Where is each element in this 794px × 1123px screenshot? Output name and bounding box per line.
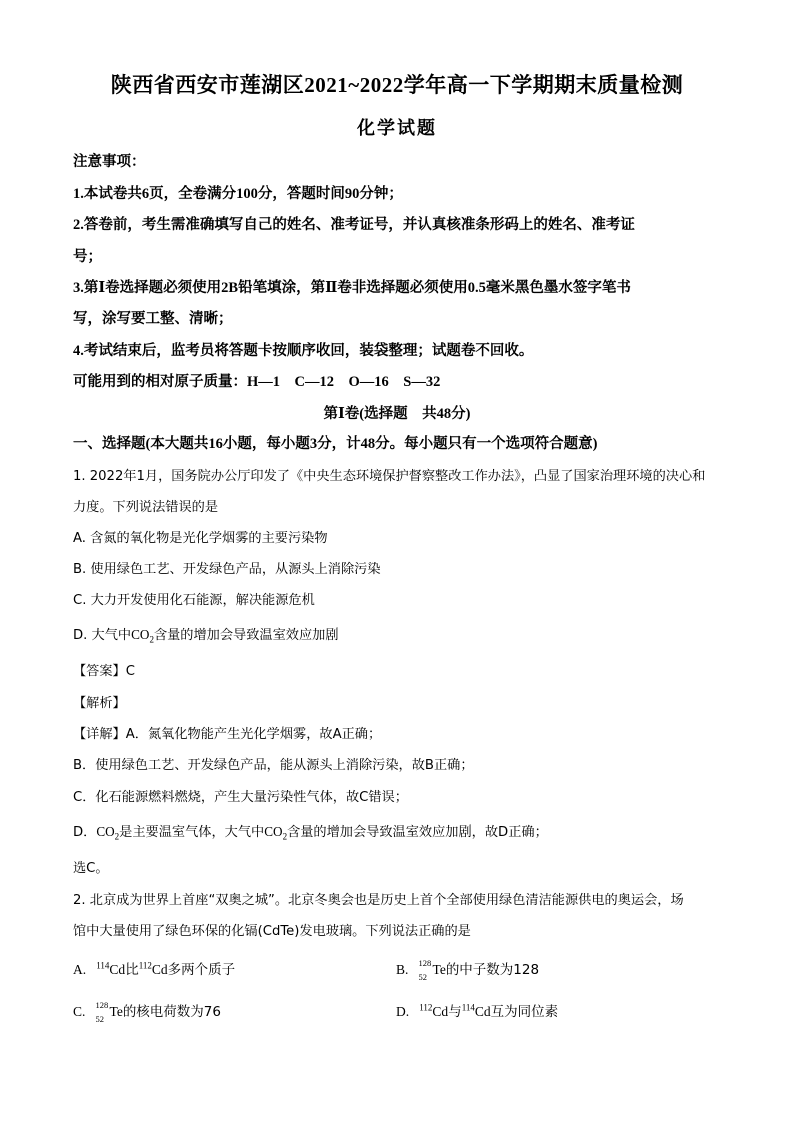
q1-stem-line1: 1. 2022年1月，国务院办公厅印发了《中央生态环境保护督察整改工作办法》，凸显了国家治理环境的决心和 — [73, 469, 706, 484]
note-item-2-line2: 号； — [73, 249, 102, 265]
notes-heading: 注意事项： — [73, 154, 146, 170]
co2-formula: $CO_2$ — [96, 824, 120, 842]
q2-stem-line1: 2. 北京成为世界上首座“双奥之城”。北京冬奥会也是历史上首个全部使用绿色清洁能源供电的奥运会，场 — [73, 893, 684, 908]
note-item-3-line1: 3.第Ⅰ卷选择题必须使用2B铅笔填涂，第Ⅱ卷非选择题必须使用0.5毫米黑色墨水签字笔书 — [73, 280, 631, 296]
exam-subtitle: 化学试题 — [357, 118, 437, 138]
q2-option-a: A. $^{114}$Cd比$^{112}$Cd多两个质子 — [73, 960, 236, 978]
co2-formula: $CO_2$ — [131, 627, 154, 645]
q1-option-a: A. 含氮的氧化物是光化学烟雾的主要污染物 — [73, 531, 328, 546]
detail-label: 【详解】 — [73, 727, 126, 742]
q2-stem-line2: 馆中大量使用了绿色环保的化镉(CdTe)发电玻璃。下列说法正确的是 — [73, 924, 471, 939]
q1-option-b: B. 使用绿色工艺、开发绿色产品，从源头上消除污染 — [73, 562, 381, 577]
q1-detail-c: C．化石能源燃料燃烧，产生大量污染性气体，故C错误； — [73, 790, 408, 805]
q1-stem-line2: 力度。下列说法错误的是 — [73, 500, 219, 515]
te-isotope: 128 52 — [418, 957, 432, 982]
q1-option-c: C. 大力开发使用化石能源，解决能源危机 — [73, 593, 315, 608]
q1-detail-b: B．使用绿色工艺、开发绿色产品，能从源头上消除污染，故B正确； — [73, 758, 474, 773]
te-isotope: 128 52 — [95, 999, 109, 1024]
note-item-1: 1.本试卷共6页，全卷满分100分，答题时间90分钟； — [73, 186, 403, 202]
q2-option-d: D. $^{112}$Cd与$^{114}$Cd互为同位素 — [396, 1002, 559, 1020]
note-item-2-line1: 2.答卷前，考生需准确填写自己的姓名、准考证号，并认真核准条形码上的姓名、准考证 — [73, 217, 635, 233]
q1-detail-a: 【详解】A．氮氧化物能产生光化学烟雾，故A正确； — [73, 727, 382, 742]
note-item-4: 4.考试结束后，监考员将答题卡按顺序收回，装袋整理；试题卷不回收。 — [73, 343, 534, 359]
q1-option-d — [73, 624, 339, 643]
answer-label: 【答案】 — [73, 664, 126, 679]
q1-analysis-label: 【解析】 — [73, 696, 126, 711]
q1-option-d-suffix: 含量的增加会导致温室效应加剧 — [153, 628, 339, 643]
section-heading: 一、选择题(本大题共16小题，每小题3分，计48分。每小题只有一个选项符合题意) — [73, 436, 598, 452]
part-title: 第Ⅰ卷(选择题 共48分) — [323, 406, 471, 422]
q1-option-d-prefix: D. 大气中 — [73, 628, 132, 643]
exam-title: 陕西省西安市莲湖区2021~2022学年高一下学期期末质量检测 — [110, 73, 684, 97]
q1-conclusion: 选C。 — [73, 861, 109, 876]
answer-value: C — [125, 664, 135, 679]
co2-formula: $CO_2$ — [264, 824, 288, 842]
q2-option-b: B. 128 52 Te的中子数为128 — [396, 957, 540, 982]
atomic-mass-note: 可能用到的相对原子质量：H—1 C—12 O—16 S—32 — [73, 374, 441, 390]
q2-option-c: C. 128 52 Te的核电荷数为76 — [73, 999, 221, 1024]
q1-answer — [73, 660, 135, 679]
note-item-3-line2: 写，涂写要工整、清晰； — [73, 311, 233, 327]
q1-detail-d: D．$CO_2$是主要温室气体，大气中$CO_2$含量的增加会导致温室效应加剧，故D正确； — [73, 824, 548, 842]
